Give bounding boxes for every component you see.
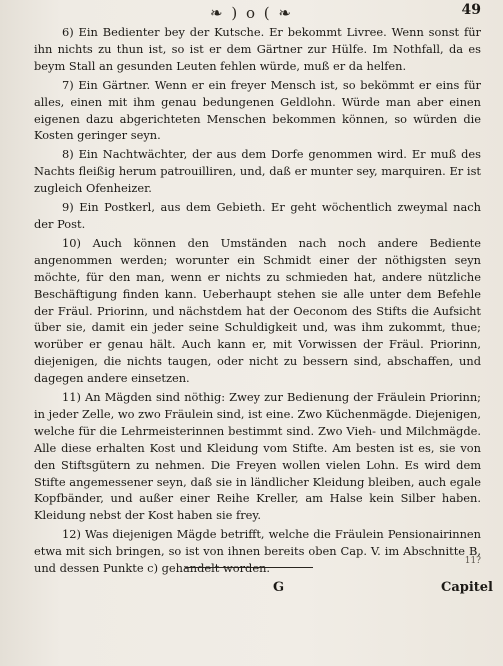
page-footer — [0, 580, 503, 610]
header-ornament: ❧ ) o ( ❧ — [210, 4, 293, 22]
signature-mark: G — [273, 580, 285, 595]
paragraph-11-maids: 11) An Mägden sind nöthig: Zwey zur Bedienung der Fräulein Priorinn; in jeder Zelle, wo zwo Fräulein sind, ist eine. Zwo Küchenmägde. Diejenigen, welche für die Lehrmeisterinnen bestimmt sind. Zwo Vieh- und Milchmägde. Alle diese erhalten Kost und Kleidung vom Stifte. Am besten ist es, sie von den Stiftsgütern zu nehmen. Die Freyen wollen vielen Lohn. Es wird dem Stifte angemessener seyn, daß sie in ländlicher Kleidung bleiben, auch egale Kopfbänder, und außer einer Reihe Kreller, am Halse kein Silber haben. Kleidung nebst der Kost haben sie frey. — [34, 390, 482, 523]
paragraph-12-pensioner-maids: 12) Was diejenigen Mägde betrifft, welche die Fräulein Pensionairinnen etwa mit sich bringen, so ist von ihnen bereits oben Cap. V. im Abschnitte B, und dessen Punkte c) gehandelt worden. — [34, 527, 481, 576]
section-divider — [185, 567, 313, 568]
paragraph-6-coachman-servant: 6) Ein Bedienter bey der Kutsche. Er bekommt Livree. Wenn sonst für ihn nichts zu thun ist, so ist er dem Gärtner zur Hülfe. Im Nothfall, da es beym Stall an gesunden Leuten fehlen würde, muß er da helfen. — [34, 25, 481, 73]
paragraph-8-night-watchman: 8) Ein Nachtwächter, der aus dem Dorfe genommen wird. Er muß des Nachts fleißig herum patrouilliren, und, daß er munter sey, marquiren. Er ist zugleich Ofenheizer. — [34, 147, 481, 196]
paragraph-9-post-runner: 9) Ein Postkerl, aus dem Gebieth. Er geht wöchentlich zweymal nach der Post. — [34, 200, 481, 231]
body-text — [34, 24, 481, 577]
page-number: 49 — [461, 2, 481, 18]
margin-mark: 11? — [464, 556, 481, 566]
paragraph-10-other-servants: 10) Auch können den Umständen nach noch andere Bediente angenommen werden; worunter ein Schmidt einer der nöthigsten seyn möchte, für den man, wenn er nichts zu schmieden hat, andere nützliche Beschäftigung finden kann. Ueberhaupt stehen sie alle unter dem Befehle der Fräul. Priorinn, und nächstdem hat der Oeconom des Stifts die Aufsicht über sie, damit ein jeder seine Schuldigkeit und, was ihm zukommt, thue; worüber er genau hält. Auch kann er, mit Vorwissen der Fräul. Priorinn, diejenigen, die nichts taugen, oder nicht zu bessern sind, abschaffen, und dagegen andere einsetzen. — [34, 235, 481, 386]
paragraph-7-gardener: 7) Ein Gärtner. Wenn er ein freyer Mensch ist, so bekömmt er eins für alles, einen mit ihm genau bedungenen Geldlohn. Würde man aber einen eigenen dazu abgerichteten Menschen bekommen können, so würden die Kosten geringer seyn. — [34, 77, 481, 143]
catchword: Capitel — [440, 580, 493, 595]
